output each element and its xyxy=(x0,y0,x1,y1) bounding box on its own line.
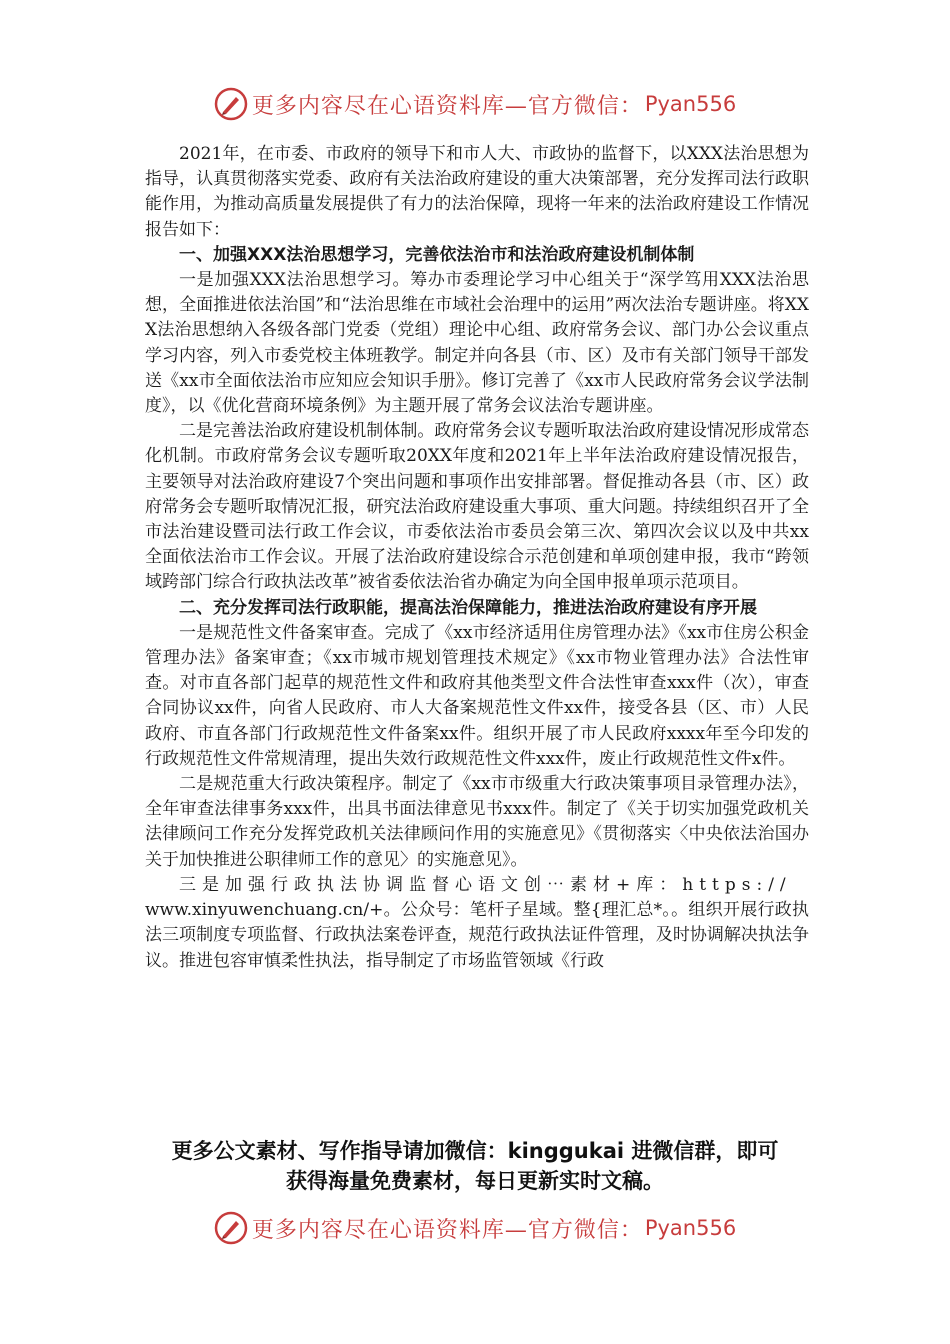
document-body xyxy=(145,142,809,974)
pen-logo-icon xyxy=(214,1211,248,1245)
promo-line-1: 更多公文素材、写作指导请加微信：kinggukai 进微信群，即可 xyxy=(171,1139,779,1163)
body-paragraph: 一是加强XXX法治思想学习。筹办市委理论学习中心组关于“深学笃用XXX法治思想，全面推进依法治国”和“法治思维在市域社会治理中的运用”两次法治专题讲座。将XXX法治思想纳入各级各部门党委（党组）理论中心组、政府常务会议、部门办公会议重点学习内容，列入市委党校主体班教学。制定并向各县（市、区）及市有关部门领导干部发送《xx市全面依法治市应知应会知识手册》。修订完善了《xx市人民政府常务会议学法制度》，以《优化营商环境条例》为主题开展了常务会议法治专题讲座。 xyxy=(145,270,809,417)
intro-paragraph: 2021年，在市委、市政府的领导下和市人大、市政协的监督下，以XXX法治思想为指导，认真贯彻落实党委、政府有关法治政府建设的重大决策部署，充分发挥司法行政职能作用，为推动高质量发展提供了有力的法治保障，现将一年来的法治政府建设工作情况报告如下： xyxy=(145,144,809,240)
body-paragraph-continued: www.xinyuwenchuang.cn/+。公众号：笔杆子星域。整{理汇总*。。组织开展行政执法三项制度专项监督、行政执法案卷评查，规范行政执法证件管理，及时协调解决执法争议。推进包容审慎柔性执法，指导制定了市场监管领域《行政 xyxy=(145,900,809,971)
section-heading-2: 二、充分发挥司法行政职能，提高法治保障能力，推进法治政府建设有序开展 xyxy=(179,597,757,618)
banner-text: 更多内容尽在心语资料库—官方微信： xyxy=(251,1217,643,1243)
body-paragraph: 二是完善法治政府建设机制体制。政府常务会议专题听取法治政府建设情况形成常态化机制。市政府常务会议专题听取20XX年度和2021年上半年法治政府建设情况报告，主要领导对法治政府建设7个突出问题和事项作出安排部署。督促推动各县（市、区）政府常务会专题听取情况汇报，研究法治政府建设重大事项、重大问题。持续组织召开了全市法治建设暨司法行政工作会议，市委依法治市委员会第三次、第四次会议以及中共xx全面依法治市工作会议。开展了法治政府建设综合示范创建和单项创建申报，我市“跨领域跨部门综合行政执法改革”被省委依法治省办确定为向全国申报单项示范项目。 xyxy=(145,421,809,593)
bottom-banner xyxy=(0,1208,950,1248)
pen-logo-icon xyxy=(214,87,248,121)
body-paragraph: 一是规范性文件备案审查。完成了《xx市经济适用住房管理办法》《xx市住房公积金管理办法》备案审查；《xx市城市规划管理技术规定》《xx市物业管理办法》合法性审查。对市直各部门起草的规范性文件和政府其他类型文件合法性审查xxx件（次），审查合同协议xx件，向省人民政府、市人大备案规范性文件xx件，接受各县（区、市）人民政府、市直各部门行政规范性文件备案xx件。组织开展了市人民政府xxxx年至今印发的行政规范性文件常规清理，提出失效行政规范性文件xxx件，废止行政规范性文件x件。 xyxy=(145,622,809,769)
banner-wechat-id: Pyan556 xyxy=(644,92,737,116)
section-heading-1: 一、加强XXX法治思想学习，完善依法治市和法治政府建设机制体制 xyxy=(179,244,695,265)
body-paragraph: 二是规范重大行政决策程序。制定了《xx市市级重大行政决策事项目录管理办法》，全年审查法律事务xxx件，出具书面法律意见书xxx件。制定了《关于切实加强党政机关法律顾问工作充分发挥党政机关法律顾问作用的实施意见》《贯彻落实〈中央依法治国办关于加快推进公职律师工作的意见〉的实施意见》。 xyxy=(145,774,809,870)
top-banner xyxy=(0,84,950,124)
banner-text: 更多内容尽在心语资料库—官方微信： xyxy=(251,93,643,119)
body-paragraph-spaced: 三是加强行政执法协调监督心语文创⋯素材+库：https:// xyxy=(179,874,792,895)
banner-wechat-id: Pyan556 xyxy=(644,1216,737,1240)
promo-text xyxy=(100,1136,850,1196)
promo-line-2: 获得海量免费素材，每日更新实时文稿。 xyxy=(286,1169,664,1193)
